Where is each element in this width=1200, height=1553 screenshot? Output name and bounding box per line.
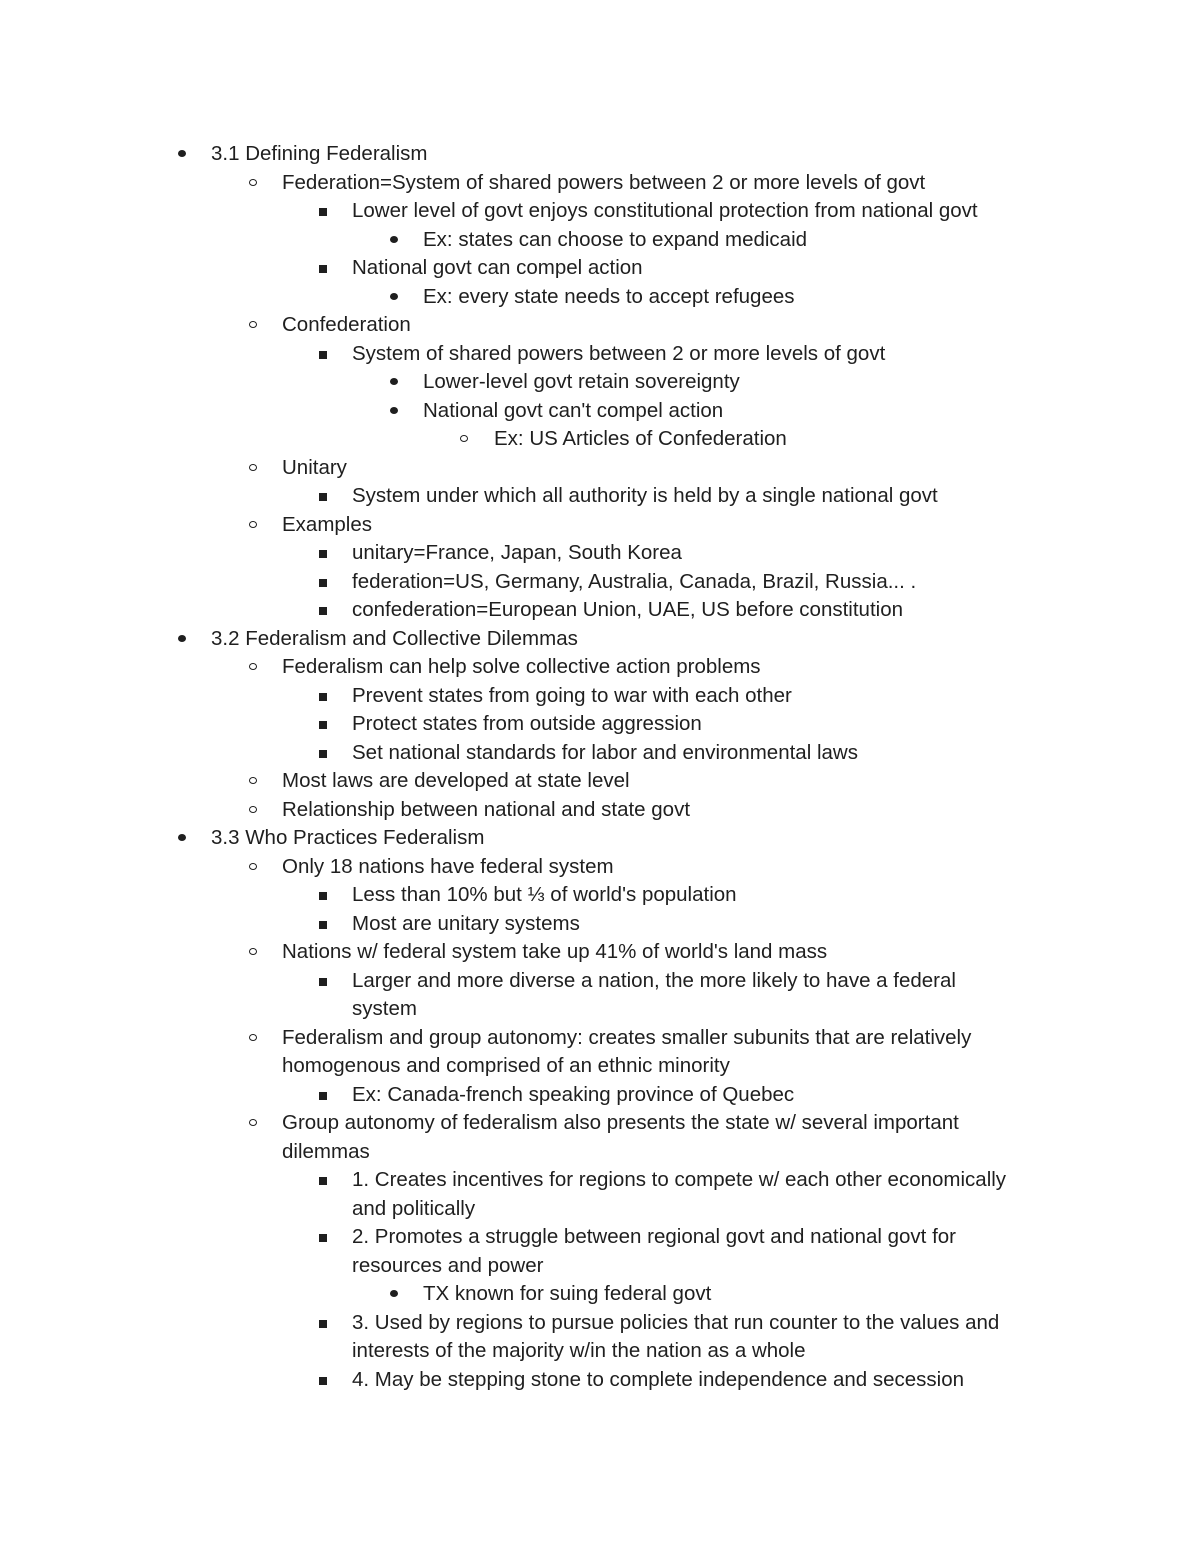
outline-item-text: Most are unitary systems [352,911,580,935]
bullet-circle-icon [248,853,262,882]
bullet-disc-icon [388,226,402,255]
outline-item-text: Prevent states from going to war with each other [352,683,792,707]
outline-item-text: Larger and more diverse a nation, the more likely to have a federal [352,968,956,992]
outline-item-text: Lower level of govt enjoys constitutional protection from national govt [352,199,978,222]
outline-item-level-2 [0,311,1200,340]
outline-item-level-1 [0,140,1200,169]
outline-item-level-3 [0,197,1200,226]
outline-item-text: Relationship between national and state govt [282,797,691,821]
bullet-disc-icon [388,283,402,312]
outline-line-continuation [0,995,1200,1024]
bullet-disc-icon [176,824,190,853]
bullet-circle-icon [248,1024,262,1053]
outline-line-continuation [0,1195,1200,1224]
outline-item-text: 1. Creates incentives for regions to compete w/ each other economically [352,1168,1007,1191]
outline-line-continuation [0,1138,1200,1167]
outline-item-text: unitary=France, Japan, South Korea [352,541,682,564]
outline-item-level-3 [0,568,1200,597]
bullet-disc-icon [176,625,190,654]
bullet-square-icon [318,910,332,939]
outline-item-text: Federalism and group autonomy: creates smaller subunits that are relatively [282,1025,972,1049]
outline-item-level-2 [0,767,1200,796]
outline-item-text: Set national standards for labor and environmental laws [352,740,858,764]
outline-item-text: 2. Promotes a struggle between regional govt and national govt for [352,1225,956,1248]
outline-line-continuation [0,1252,1200,1281]
outline-item-level-3 [0,739,1200,768]
outline-item-text: interests of the majority w/in the nation as a whole [352,1339,806,1362]
bullet-circle-icon [248,767,262,796]
bullet-circle-icon [248,796,262,825]
bullet-square-icon [318,539,332,568]
outline-item-text: TX known for suing federal govt [423,1282,712,1305]
outline-item-level-3 [0,1366,1200,1395]
outline-item-level-3 [0,482,1200,511]
outline-item-text: National govt can't compel action [423,398,724,422]
outline-item-level-4 [0,1280,1200,1309]
bullet-square-icon [318,482,332,511]
outline-item-text: Nations w/ federal system take up 41% of world's land mass [282,940,828,963]
bullet-disc-icon [388,397,402,426]
outline-item-level-3 [0,1309,1200,1338]
outline-item-text: National govt can compel action [352,256,643,279]
outline-item-level-3 [0,682,1200,711]
bullet-square-icon [318,596,332,625]
bullet-square-icon [318,1223,332,1252]
outline-item-text: homogenous and comprised of an ethnic minority [282,1054,730,1077]
outline-item-text: 3.2 Federalism and Collective Dilemmas [211,626,578,650]
outline-item-text: Protect states from outside aggression [352,712,702,735]
outline-item-level-3 [0,254,1200,283]
outline-item-level-2 [0,1024,1200,1053]
bullet-disc-icon [176,140,190,169]
outline-item-level-2 [0,796,1200,825]
outline-item-text: confederation=European Union, UAE, US before constitution [352,598,903,621]
outline-line-continuation [0,1337,1200,1366]
bullet-square-icon [318,710,332,739]
outline-item-text: Unitary [282,455,347,479]
outline-item-text: Federation=System of shared powers between 2 or more levels of govt [282,170,926,194]
outline-item-level-1 [0,625,1200,654]
outline-item-level-2 [0,511,1200,540]
bullet-disc-icon [388,368,402,397]
outline-item-level-1 [0,824,1200,853]
bullet-circle-icon [248,311,262,340]
outline-item-level-3 [0,710,1200,739]
outline-item-text: Confederation [282,313,411,336]
outline-item-text: 4. May be stepping stone to complete independence and secession [352,1367,964,1391]
bullet-square-icon [318,340,332,369]
outline-item-text: dilemmas [282,1139,370,1163]
outline-line-continuation [0,1052,1200,1081]
outline-item-level-5 [0,425,1200,454]
outline-item-level-2 [0,653,1200,682]
bullet-circle-icon [248,169,262,198]
outline-item-text: Ex: states can choose to expand medicaid [423,227,808,251]
bullet-square-icon [318,682,332,711]
outline-item-level-3 [0,967,1200,996]
outline-item-level-2 [0,169,1200,198]
outline-item-text: federation=US, Germany, Australia, Canada, Brazil, Russia... . [352,569,917,593]
bullet-square-icon [318,568,332,597]
outline-item-level-3 [0,1166,1200,1195]
outline-item-text: Examples [282,512,373,536]
bullet-circle-icon [248,1109,262,1138]
outline-item-level-4 [0,226,1200,255]
outline-item-level-4 [0,397,1200,426]
outline-item-level-3 [0,910,1200,939]
outline-item-level-2 [0,1109,1200,1138]
outline-item-level-2 [0,454,1200,483]
notes-document [0,140,1200,1394]
outline-item-text: Federalism can help solve collective action problems [282,655,761,678]
bullet-square-icon [318,739,332,768]
outline-item-text: Ex: every state needs to accept refugees [423,284,795,308]
bullet-circle-icon [248,454,262,483]
outline-item-level-3 [0,340,1200,369]
outline-item-level-3 [0,881,1200,910]
bullet-square-icon [318,1081,332,1110]
outline-item-level-4 [0,283,1200,312]
outline-item-text: System under which all authority is held by a single national govt [352,484,938,507]
bullet-square-icon [318,1166,332,1195]
outline-item-level-3 [0,539,1200,568]
outline-item-text: Most laws are developed at state level [282,769,630,792]
bullet-square-icon [318,967,332,996]
outline-item-text: Less than 10% but ⅓ of world's population [352,883,737,906]
outline-item-text: 3. Used by regions to pursue policies that run counter to the values and [352,1310,1000,1334]
outline-item-text: Lower-level govt retain sovereignty [423,370,740,393]
outline-item-level-4 [0,368,1200,397]
outline-item-level-3 [0,596,1200,625]
bullet-square-icon [318,254,332,283]
bullet-circle-icon [248,938,262,967]
outline-item-level-3 [0,1223,1200,1252]
outline-item-level-3 [0,1081,1200,1110]
outline-item-text: Only 18 nations have federal system [282,854,614,878]
bullet-circle-icon [459,425,473,454]
outline-item-level-2 [0,938,1200,967]
outline-item-text: Group autonomy of federalism also presents the state w/ several important [282,1111,959,1134]
outline-item-text: Ex: US Articles of Confederation [494,427,787,450]
bullet-disc-icon [388,1280,402,1309]
outline-item-text: resources and power [352,1253,544,1277]
bullet-square-icon [318,1366,332,1395]
outline-item-text: and politically [352,1196,476,1220]
bullet-circle-icon [248,653,262,682]
outline-item-text: 3.1 Defining Federalism [211,142,428,165]
bullet-square-icon [318,1309,332,1338]
bullet-circle-icon [248,511,262,540]
outline-item-text: Ex: Canada-french speaking province of Quebec [352,1082,795,1106]
bullet-square-icon [318,881,332,910]
outline-item-text: 3.3 Who Practices Federalism [211,826,485,849]
outline-item-text: system [352,997,417,1020]
outline-item-level-2 [0,853,1200,882]
bullet-square-icon [318,197,332,226]
outline-item-text: System of shared powers between 2 or more levels of govt [352,341,886,365]
